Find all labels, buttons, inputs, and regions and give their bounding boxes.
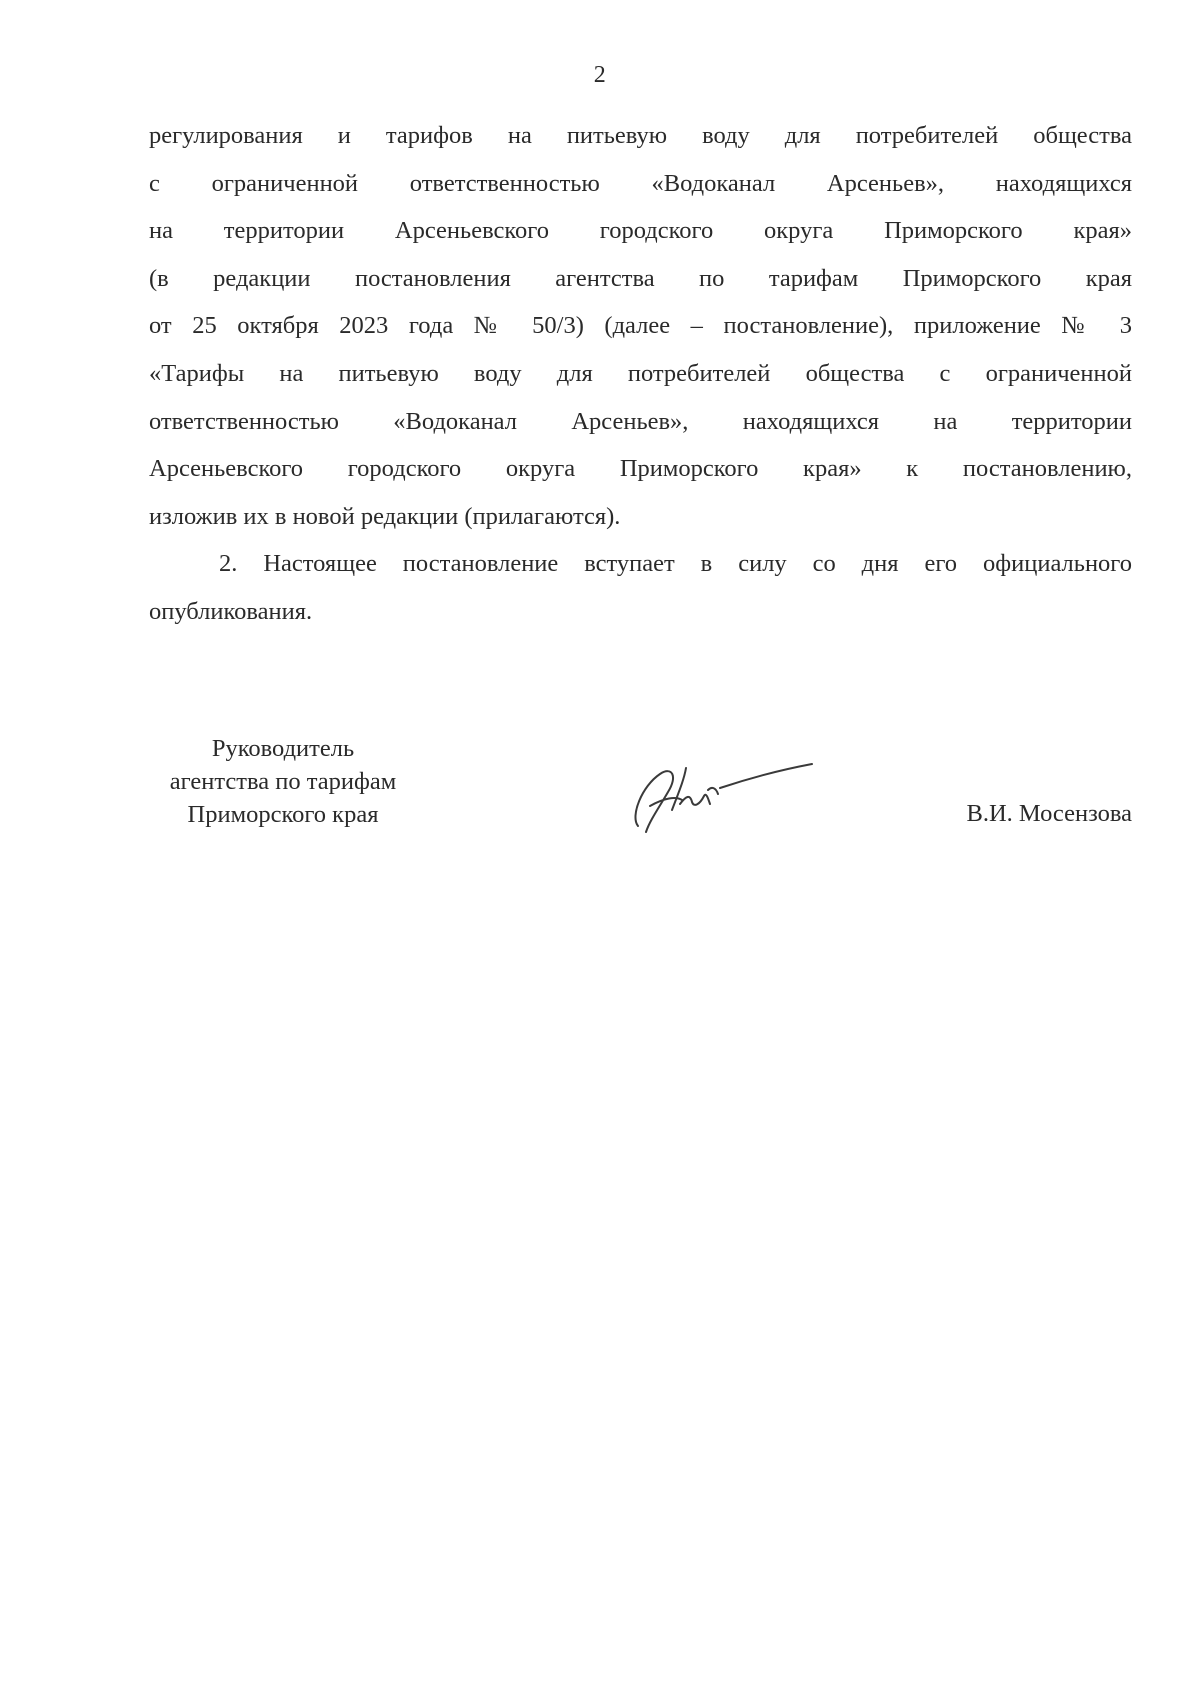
signatory-title-line: Приморского края <box>187 801 379 828</box>
paragraph-2 <box>149 540 1132 635</box>
text-line: на территории Арсеньевского городского округа Приморского края» <box>149 217 1132 245</box>
signatory-title <box>148 732 418 831</box>
signatory-title-line: Руководитель <box>211 735 355 762</box>
document-body <box>149 112 1132 636</box>
text-line: «Тарифы на питьевую воду для потребителей общества с ограниченной <box>149 359 1132 387</box>
signature-block <box>0 732 1200 842</box>
handwritten-signature <box>620 746 820 846</box>
text-line: с ограниченной ответственностью «Водоканал Арсеньев», находящихся <box>149 169 1132 197</box>
text-line: изложив их в новой редакции (прилагаются). <box>149 502 621 530</box>
text-line: опубликования. <box>149 597 313 625</box>
text-line: (в редакции постановления агентства по тарифам Приморского края <box>149 264 1132 292</box>
text-line: ответственностью «Водоканал Арсеньев», находящихся на территории <box>149 407 1132 435</box>
text-line: регулирования и тарифов на питьевую воду для потребителей общества <box>149 122 1132 149</box>
text-line: от 25 октября 2023 года № 50/3) (далее – постановление), приложение № 3 <box>149 312 1132 340</box>
paragraph-1 <box>149 112 1132 540</box>
text-line: Арсеньевского городского округа Приморского края» к постановлению, <box>149 455 1132 483</box>
page-number: 2 <box>593 62 607 88</box>
signatory-name: В.И. Мосензова <box>966 800 1132 827</box>
text-line: 2. Настоящее постановление вступает в силу со дня его официального <box>219 550 1132 578</box>
signatory-title-line: агентства по тарифам <box>169 768 397 795</box>
